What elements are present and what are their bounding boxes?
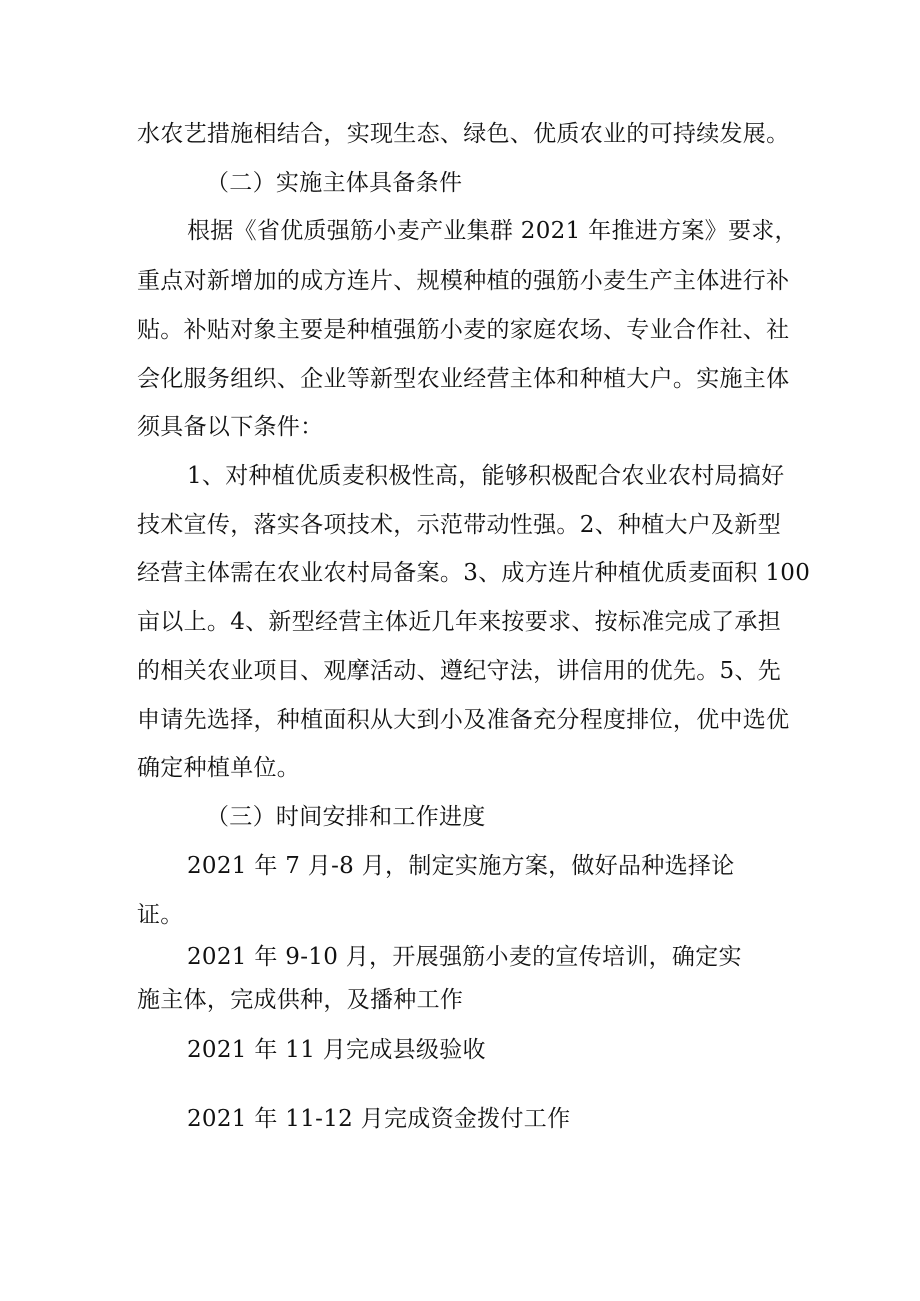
section-heading: （三）时间安排和工作进度 xyxy=(206,804,486,830)
paragraph-line: 技术宣传，落实各项技术，示范带动性强。2、种植大户及新型 xyxy=(137,512,782,538)
paragraph-line: 须具备以下条件： xyxy=(137,414,324,440)
paragraph-line: 申请先选择，种植面积从大到小及准备充分程度排位，优中选优 xyxy=(137,707,790,733)
paragraph-line: 贴。补贴对象主要是种植强筋小麦的家庭农场、专业合作社、社 xyxy=(137,317,790,343)
schedule-line: 2021 年 11 月完成县级验收 xyxy=(187,1037,486,1063)
schedule-line: 证。 xyxy=(137,902,184,928)
paragraph-line: 的相关农业项目、观摩活动、遵纪守法，讲信用的优先。5、先 xyxy=(137,658,782,684)
paragraph-line: 经营主体需在农业农村局备案。3、成方连片种植优质麦面积 100 xyxy=(137,560,811,586)
schedule-line: 施主体，完成供种，及播种工作 xyxy=(137,987,464,1013)
paragraph-line: 亩以上。4、新型经营主体近几年来按要求、按标准完成了承担 xyxy=(137,609,782,635)
schedule-line: 2021 年 7 月-8 月，制定实施方案，做好品种选择论 xyxy=(187,853,735,879)
paragraph-line: 1、对种植优质麦积极性高，能够积极配合农业农村局搞好 xyxy=(187,463,785,489)
paragraph-line: 根据《省优质强筋小麦产业集群 2021 年推进方案》要求， xyxy=(187,218,798,244)
schedule-line: 2021 年 11-12 月完成资金拨付工作 xyxy=(187,1106,571,1132)
schedule-line: 2021 年 9-10 月，开展强筋小麦的宣传培训，确定实 xyxy=(187,944,742,970)
paragraph-line: 确定种植单位。 xyxy=(137,755,301,781)
paragraph-line: 水农艺措施相结合，实现生态、绿色、优质农业的可持续发展。 xyxy=(137,121,790,147)
paragraph-line: 重点对新增加的成方连片、规模种植的强筋小麦生产主体进行补 xyxy=(137,268,790,294)
paragraph-line: 会化服务组织、企业等新型农业经营主体和种植大户。实施主体 xyxy=(137,366,790,392)
section-heading: （二）实施主体具备条件 xyxy=(206,170,463,196)
